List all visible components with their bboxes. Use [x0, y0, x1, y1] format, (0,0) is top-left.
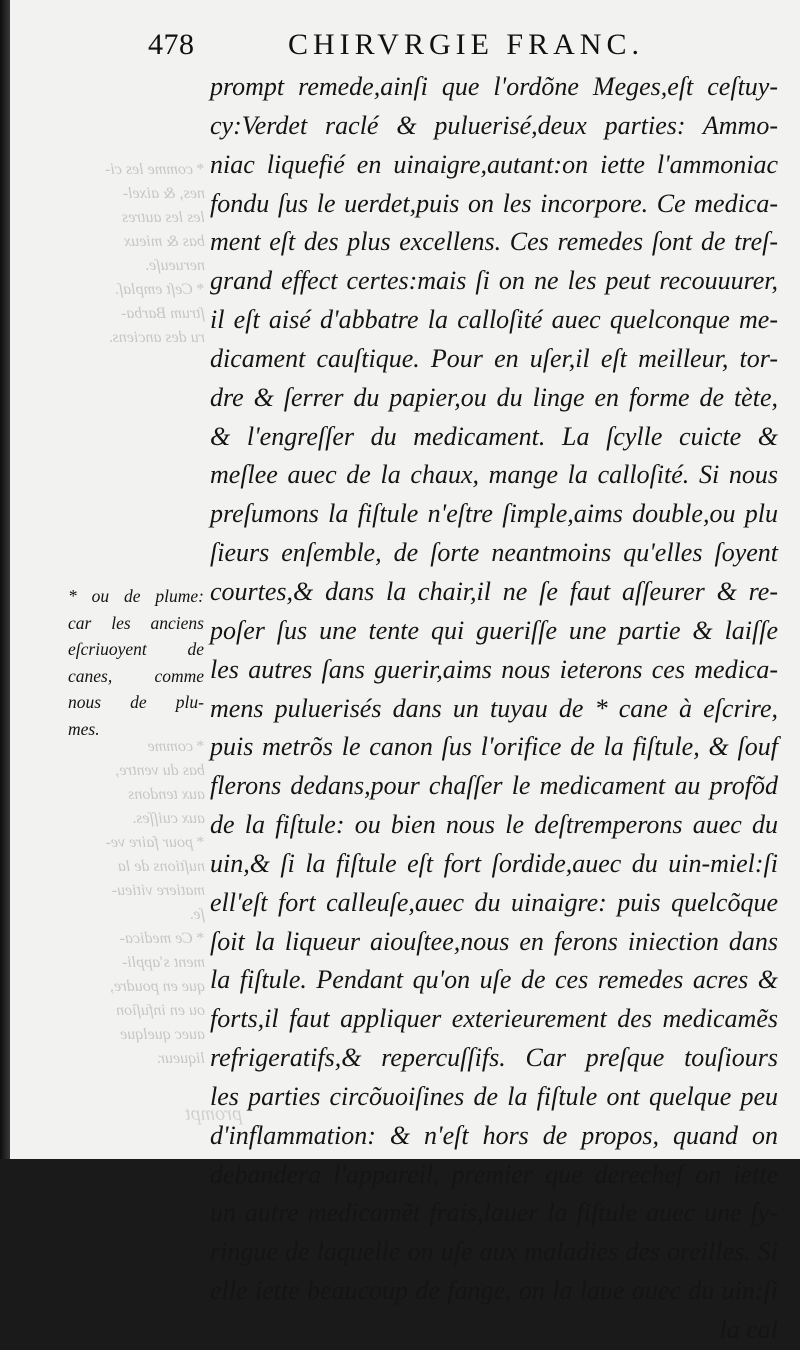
text-line: ringue de laquelle on uſe aux maladies des oreilles. Si: [210, 1237, 778, 1267]
bleed-line: ment s'appli-: [122, 954, 205, 971]
text-line: il eſt aisé d'abbatre la calloſité auec quelconque me-: [210, 305, 778, 335]
text-line: les autres ſans guerir,aims nous ieterons ces medica-: [210, 654, 778, 684]
show-through-catchword: prompt: [185, 1103, 243, 1125]
bleed-line: nerueuſe.: [145, 257, 205, 274]
bleed-line: ou en infuſion: [116, 1002, 205, 1019]
text-line: prompt remede,ainſi que l'ordõne Meges,eſt ceſtuy-: [210, 72, 778, 101]
margin-note-line: nous de plu-: [68, 692, 204, 712]
text-line: puis metrõs le canon ſus l'orifice de la fiſtule, & ſouf: [210, 732, 778, 762]
text-line: & l'engreſſer du medicament. La ſcylle cuicte &: [210, 421, 778, 451]
bleed-line: que en poudre,: [110, 978, 205, 995]
text-line: ment eſt des plus excellens. Ces remedes ſont de treſ-: [210, 227, 778, 257]
text-line: dicament cauſtique. Pour en uſer,il eſt meilleur, tor-: [210, 343, 778, 373]
text-line: fondu ſus le uerdet,puis on les incorpore. Ce medica-: [210, 188, 778, 218]
text-line: uin,& ſi la fiſtule eſt fort ſordide,auec du uin-miel:ſi: [210, 848, 778, 878]
bleed-line: matiere vitieu-: [111, 882, 205, 899]
bleed-line: bas & mieux: [124, 233, 205, 250]
book-page: [10, 0, 800, 1344]
bleed-line: aux cuiſſes.: [132, 810, 205, 827]
bleed-line: nes, & aixel-: [122, 185, 205, 202]
bleed-line: * comme: [147, 738, 205, 755]
text-line: mens puluerisés dans un tuyau de * cane à eſcrire,: [210, 693, 778, 723]
text-line: meſlee auec de la chaux, mange la calloſité. Si nous: [210, 460, 778, 490]
margin-note-line: eſcriuoyent de: [68, 639, 204, 659]
margin-note-line: car les anciens: [68, 612, 204, 633]
text-line: d'inflammation: & n'eſt hors de propos, quand on: [210, 1120, 778, 1150]
bleed-line: * pour faire ve-: [105, 834, 205, 851]
text-line: niac liquefié en uinaigre,autant:on iette l'ammoniac: [210, 149, 778, 179]
text-line: un autre medicamẽt frais,lauer la fiſtule auec une ſy-: [210, 1198, 778, 1228]
text-line: refrigeratifs,& repercuſſifs. Car preſque touſiours: [210, 1043, 778, 1073]
margin-note: [68, 583, 204, 742]
text-line: preſumons la fiſtule n'eſtre ſimple,aims double,ou plu: [210, 499, 778, 529]
text-line: de la fiſtule: ou bien nous le deſtremperons auec du: [210, 810, 778, 840]
text-line: forts,il faut appliquer exterieurement des medicamẽs: [210, 1004, 778, 1034]
text-line: elle iette beaucoup de fange, on la laue auec du uin:ſi: [210, 1276, 778, 1306]
bleed-line: * comme les ci-: [105, 161, 205, 178]
text-line: cy:Verdet raclé & puluerisé,deux parties: Ammo-: [210, 110, 778, 140]
bleed-line: nuſtions de la: [117, 858, 205, 875]
margin-note-line: canes, comme: [68, 665, 204, 686]
catchword-line: la cal: [719, 1315, 778, 1344]
bleed-line: bas du ventre,: [115, 762, 205, 779]
bleed-line: * Ce medica-: [119, 930, 205, 947]
text-line: les parties circõuoiſines de la fiſtule ont quelque peu: [210, 1081, 778, 1111]
page-header: [10, 22, 800, 62]
margin-note-line: mes.: [68, 718, 100, 739]
text-line: flerons dedans,pour chaſſer le medicament au profõd: [210, 771, 778, 801]
show-through-margin-notes-bottom: [40, 735, 205, 1071]
show-through-margin-notes-top: [40, 158, 205, 350]
text-line: ſoit la liqueur aiouſtee,nous en ferons iniection dans: [210, 926, 778, 956]
scan-edge: [0, 0, 10, 1159]
margin-note-line: * ou de plume:: [68, 586, 204, 606]
bleed-line: aux tendons: [128, 786, 205, 803]
text-line: ſieurs enſemble, de ſorte neantmoins qu'elles ſoyent: [210, 538, 778, 568]
text-line: dre & ſerrer du papier,ou du linge en forme de tète,: [210, 382, 778, 412]
bleed-line: liqueur.: [156, 1050, 205, 1067]
text-line: la fiſtule. Pendant qu'on uſe de ces remedes acres &: [210, 965, 778, 995]
bleed-line: * Ceſt emplaſ.: [114, 281, 205, 298]
running-head: CHIRVRGIE FRANC.: [288, 28, 644, 61]
bleed-line: ſe.: [189, 906, 205, 923]
bleed-line: auec quelque: [120, 1026, 205, 1043]
bleed-line: les les autres: [122, 209, 205, 226]
bleed-line: ru des anciens.: [108, 329, 205, 346]
text-line: ell'eſt fort calleuſe,auec du uinaigre: puis quelcõque: [210, 887, 778, 917]
text-line: courtes,& dans la chair,il ne ſe faut aſſeurer & re-: [210, 576, 778, 606]
page-number: 478: [148, 28, 195, 61]
text-line: poſer ſus une tente qui gueriſſe une partie & laiſſe: [210, 615, 778, 645]
bleed-line: ſtrum Barba-: [121, 305, 205, 322]
main-text-column: [210, 68, 778, 1350]
text-line: debandera l'appareil, premier que derechef on iette: [210, 1159, 778, 1189]
text-line: grand effect certes:mais ſi on ne les peut recouuurer,: [210, 266, 778, 296]
